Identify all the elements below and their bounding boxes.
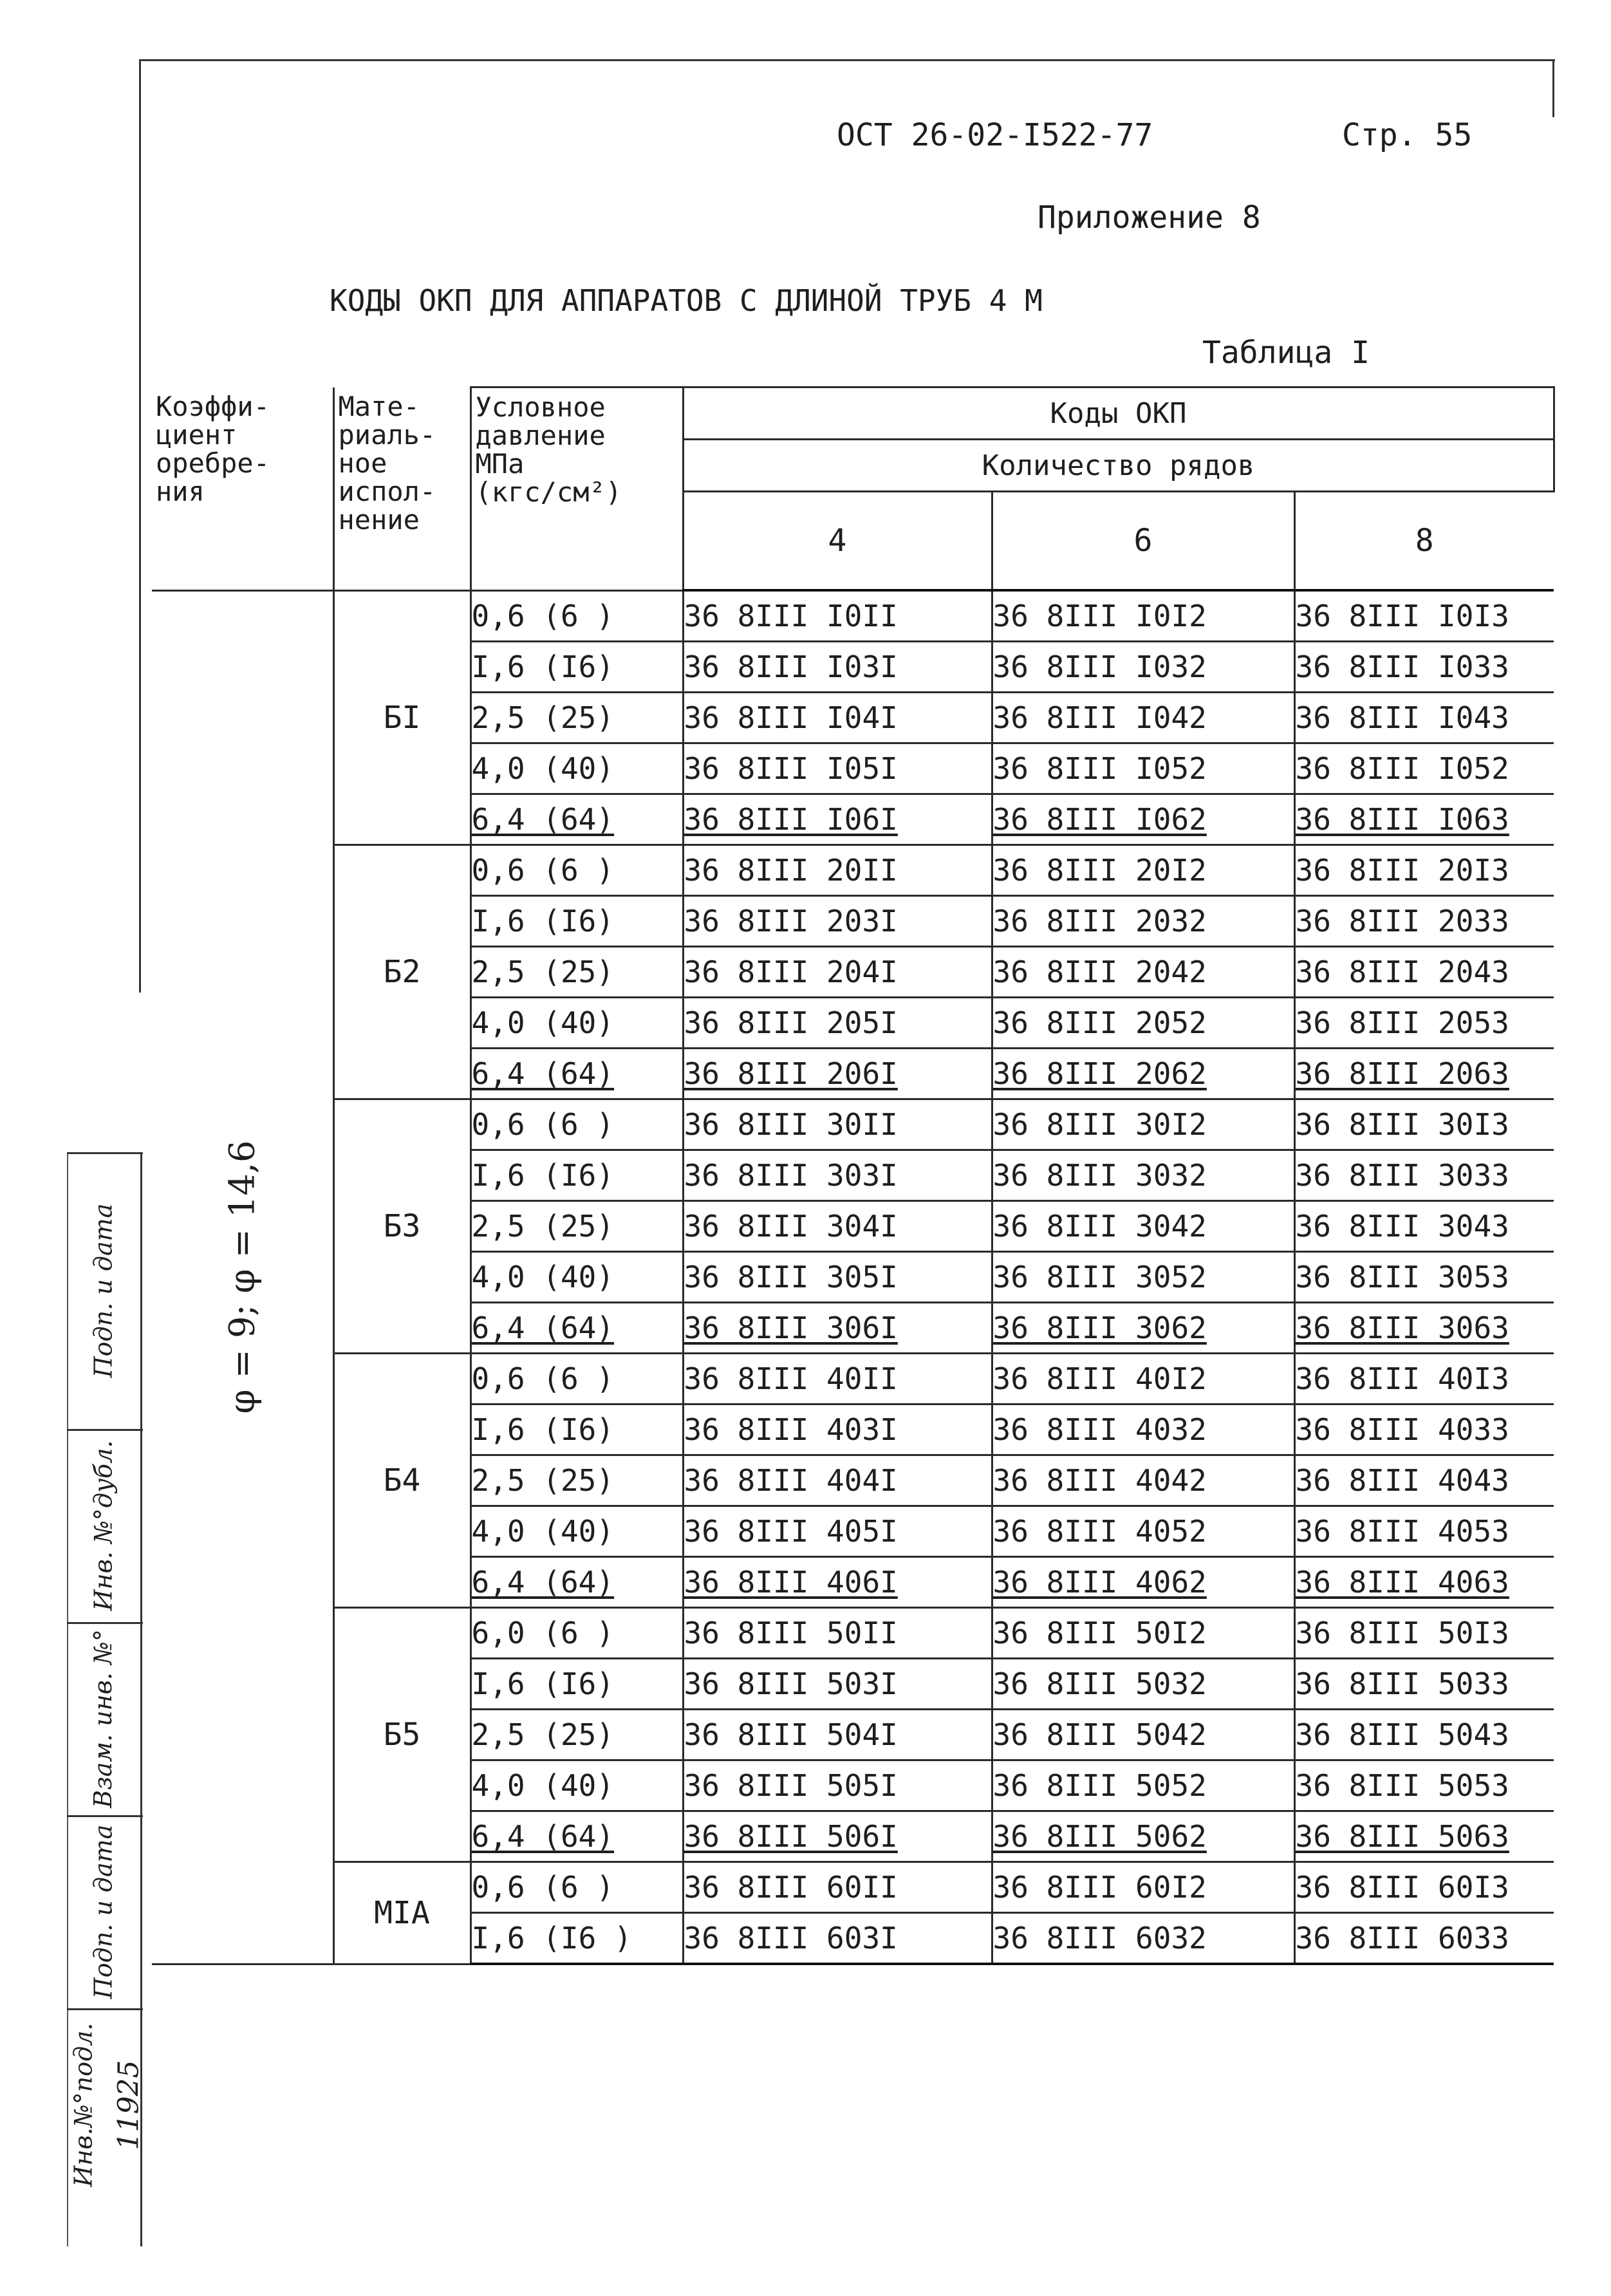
okp-code-cell: 36 8III 5053 [1294, 1760, 1554, 1811]
stamp-label-replace-inv: Взам. инв. №° [89, 1629, 117, 1808]
okp-code-cell: 36 8III 50I2 [992, 1608, 1294, 1659]
material-cell: Б5 [333, 1608, 470, 1862]
okp-code-cell: 36 8III 50II [683, 1608, 992, 1659]
appendix-label: Приложение 8 [1038, 200, 1261, 236]
pressure-cell: 4,0 (40) [470, 743, 683, 794]
okp-code-cell: 36 8III I0I2 [992, 590, 1294, 642]
okp-code-cell: 36 8III 3053 [1294, 1252, 1554, 1303]
pressure-cell: I,6 (I6) [470, 896, 683, 947]
okp-code-cell: 36 8III 4043 [1294, 1455, 1554, 1506]
frame-right-border [1552, 59, 1554, 117]
okp-code-cell: 36 8III I043 [1294, 693, 1554, 743]
okp-code-cell: 36 8III 4053 [1294, 1506, 1554, 1557]
okp-code-cell: 36 8III 20I2 [992, 845, 1294, 896]
okp-code-cell: 36 8III 405I [683, 1506, 992, 1557]
header-material-text: Мате- риаль- ное испол- нение [338, 390, 436, 536]
okp-code-cell: 36 8III 504I [683, 1710, 992, 1760]
table-row [152, 1354, 1554, 1405]
pressure-cell: I,6 (I6) [470, 1659, 683, 1710]
okp-code-cell: 36 8III 404I [683, 1455, 992, 1506]
okp-code-cell: 36 8III 3063 [1294, 1303, 1554, 1354]
header-rows-count-text: Количество рядов [982, 449, 1255, 482]
okp-code-cell: 36 8III 40II [683, 1354, 992, 1405]
okp-code-cell: 36 8III 50I3 [1294, 1608, 1554, 1659]
okp-code-cell: 36 8III 306I [683, 1303, 992, 1354]
stamp-label-sign-date-2: Подп. и дата [89, 1824, 117, 1999]
okp-code-cell: 36 8III 2033 [1294, 896, 1554, 947]
okp-code-cell: 36 8III 204I [683, 947, 992, 998]
okp-code-cell: 36 8III 3033 [1294, 1150, 1554, 1201]
okp-code-cell: 36 8III I033 [1294, 642, 1554, 693]
okp-code-cell: 36 8III 20II [683, 845, 992, 896]
okp-code-cell: 36 8III 5052 [992, 1760, 1294, 1811]
okp-code-cell: 36 8III 4062 [992, 1557, 1294, 1608]
pressure-cell: 4,0 (40) [470, 1252, 683, 1303]
okp-code-cell: 36 8III I062 [992, 794, 1294, 845]
okp-code-cell: 36 8III 30II [683, 1099, 992, 1150]
margin-stamp [64, 1152, 148, 2246]
table-body [152, 590, 1554, 1964]
okp-code-cell: 36 8III 3043 [1294, 1201, 1554, 1252]
okp-code-cell: 36 8III I03I [683, 642, 992, 693]
table-row [152, 1862, 1554, 1913]
pressure-cell: 6,4 (64) [470, 794, 683, 845]
okp-code-cell: 36 8III 403I [683, 1405, 992, 1455]
okp-code-cell: 36 8III I052 [1294, 743, 1554, 794]
okp-code-cell: 36 8III 60II [683, 1862, 992, 1913]
okp-code-cell: 36 8III 30I3 [1294, 1099, 1554, 1150]
pressure-cell: 6,0 (6 ) [470, 1608, 683, 1659]
header-material [333, 387, 470, 591]
material-cell: БI [333, 590, 470, 845]
stamp-inventory-number: 11925 [112, 2060, 145, 2150]
pressure-cell: 4,0 (40) [470, 998, 683, 1049]
okp-code-cell: 36 8III I06I [683, 794, 992, 845]
pressure-cell: 6,4 (64) [470, 1811, 683, 1862]
okp-code-cell: 36 8III 30I2 [992, 1099, 1294, 1150]
okp-code-cell: 36 8III 505I [683, 1760, 992, 1811]
pressure-cell: 0,6 (6 ) [470, 1862, 683, 1913]
okp-code-cell: 36 8III 5042 [992, 1710, 1294, 1760]
okp-code-cell: 36 8III 305I [683, 1252, 992, 1303]
pressure-cell: 2,5 (25) [470, 693, 683, 743]
header-codes-text: Коды ОКП [1050, 397, 1187, 430]
okp-code-cell: 36 8III 2042 [992, 947, 1294, 998]
header-coefficient-text: Коэффи- циент оребре- ния [156, 390, 270, 507]
okp-code-cell: 36 8III I042 [992, 693, 1294, 743]
header-row-count-8: 8 [1294, 492, 1554, 591]
okp-code-cell: 36 8III 406I [683, 1557, 992, 1608]
stamp-label-dup-inv: Инв. №°дубл. [89, 1440, 117, 1611]
pressure-cell: I,6 (I6 ) [470, 1913, 683, 1965]
pressure-cell: I,6 (I6) [470, 1405, 683, 1455]
okp-code-cell: 36 8III 60I3 [1294, 1862, 1554, 1913]
pressure-cell: 4,0 (40) [470, 1760, 683, 1811]
pressure-cell: 2,5 (25) [470, 1710, 683, 1760]
okp-code-cell: 36 8III 5033 [1294, 1659, 1554, 1710]
material-cell: МIА [333, 1862, 470, 1965]
okp-code-cell: 36 8III I0II [683, 590, 992, 642]
okp-code-cell: 36 8III 40I3 [1294, 1354, 1554, 1405]
okp-code-cell: 36 8III 304I [683, 1201, 992, 1252]
pressure-cell: 0,6 (6 ) [470, 590, 683, 642]
okp-code-cell: 36 8III 206I [683, 1049, 992, 1099]
okp-code-cell: 36 8III 205I [683, 998, 992, 1049]
pressure-cell: I,6 (I6) [470, 642, 683, 693]
okp-code-cell: 36 8III 3032 [992, 1150, 1294, 1201]
okp-code-cell: 36 8III 6033 [1294, 1913, 1554, 1965]
frame-top-border [139, 59, 1555, 61]
stamp-label-orig-inv: Инв.№°подл. [70, 2022, 98, 2187]
pressure-cell: 6,4 (64) [470, 1049, 683, 1099]
table-row [152, 1099, 1554, 1150]
header-row-count-6: 6 [992, 492, 1294, 591]
okp-code-cell: 36 8III 506I [683, 1811, 992, 1862]
okp-code-cell: 36 8III 60I2 [992, 1862, 1294, 1913]
table-row [152, 1608, 1554, 1659]
okp-code-cell: 36 8III 2053 [1294, 998, 1554, 1049]
okp-code-cell: 36 8III I04I [683, 693, 992, 743]
pressure-cell: 2,5 (25) [470, 1455, 683, 1506]
okp-code-cell: 36 8III 4033 [1294, 1405, 1554, 1455]
header-pressure [470, 387, 683, 591]
stamp-label-sign-date-1: Подп. и дата [89, 1203, 117, 1378]
page-title: КОДЫ ОКП ДЛЯ АППАРАТОВ С ДЛИНОЙ ТРУБ 4 М [330, 283, 1043, 318]
pressure-cell: 0,6 (6 ) [470, 845, 683, 896]
okp-codes-table [152, 386, 1555, 1965]
header-row-count-4: 4 [683, 492, 992, 591]
pressure-cell: 4,0 (40) [470, 1506, 683, 1557]
pressure-cell: 6,4 (64) [470, 1557, 683, 1608]
header-codes [683, 387, 1554, 440]
pressure-cell: I,6 (I6) [470, 1150, 683, 1201]
okp-code-cell: 36 8III 5063 [1294, 1811, 1554, 1862]
okp-code-cell: 36 8III 603I [683, 1913, 992, 1965]
pressure-cell: 6,4 (64) [470, 1303, 683, 1354]
okp-code-cell: 36 8III 5043 [1294, 1710, 1554, 1760]
okp-code-cell: 36 8III I063 [1294, 794, 1554, 845]
pressure-cell: 0,6 (6 ) [470, 1354, 683, 1405]
okp-code-cell: 36 8III 2052 [992, 998, 1294, 1049]
header-pressure-text: Условное давление МПа (кгс/см²) [475, 391, 622, 508]
frame-left-border [139, 59, 141, 993]
okp-code-cell: 36 8III 2063 [1294, 1049, 1554, 1099]
okp-code-cell: 36 8III 2032 [992, 896, 1294, 947]
okp-code-cell: 36 8III 40I2 [992, 1354, 1294, 1405]
pressure-cell: 0,6 (6 ) [470, 1099, 683, 1150]
document-code: ОСТ 26-02-I522-77 [837, 117, 1153, 153]
header-rows-count [683, 440, 1554, 492]
page-number: Стр. 55 [1342, 117, 1473, 153]
pressure-cell: 2,5 (25) [470, 1201, 683, 1252]
material-cell: Б4 [333, 1354, 470, 1608]
okp-code-cell: 36 8III I052 [992, 743, 1294, 794]
table-row [152, 845, 1554, 896]
okp-code-cell: 36 8III 20I3 [1294, 845, 1554, 896]
okp-code-cell: 36 8III 4063 [1294, 1557, 1554, 1608]
okp-code-cell: 36 8III 503I [683, 1659, 992, 1710]
okp-code-cell: 36 8III 5032 [992, 1659, 1294, 1710]
okp-code-cell: 36 8III 3062 [992, 1303, 1294, 1354]
table-label: Таблица I [1202, 335, 1370, 371]
okp-code-cell: 36 8III 2043 [1294, 947, 1554, 998]
okp-code-cell: 36 8III 4052 [992, 1506, 1294, 1557]
okp-code-cell: 36 8III 2062 [992, 1049, 1294, 1099]
coefficient-cell [152, 590, 333, 1964]
okp-code-cell: 36 8III 3052 [992, 1252, 1294, 1303]
okp-code-cell: 36 8III 203I [683, 896, 992, 947]
okp-code-cell: 36 8III I032 [992, 642, 1294, 693]
okp-code-cell: 36 8III I0I3 [1294, 590, 1554, 642]
okp-code-cell: 36 8III 6032 [992, 1913, 1294, 1965]
okp-code-cell: 36 8III 4042 [992, 1455, 1294, 1506]
material-cell: Б3 [333, 1099, 470, 1354]
table-row [152, 590, 1554, 642]
header-coefficient [152, 387, 333, 591]
okp-code-cell: 36 8III 303I [683, 1150, 992, 1201]
material-cell: Б2 [333, 845, 470, 1099]
okp-code-cell: 36 8III 5062 [992, 1811, 1294, 1862]
pressure-cell: 2,5 (25) [470, 947, 683, 998]
okp-code-cell: 36 8III 3042 [992, 1201, 1294, 1252]
okp-code-cell: 36 8III 4032 [992, 1405, 1294, 1455]
coefficient-value: φ = 9; φ = 14,6 [221, 1140, 263, 1414]
okp-code-cell: 36 8III I05I [683, 743, 992, 794]
